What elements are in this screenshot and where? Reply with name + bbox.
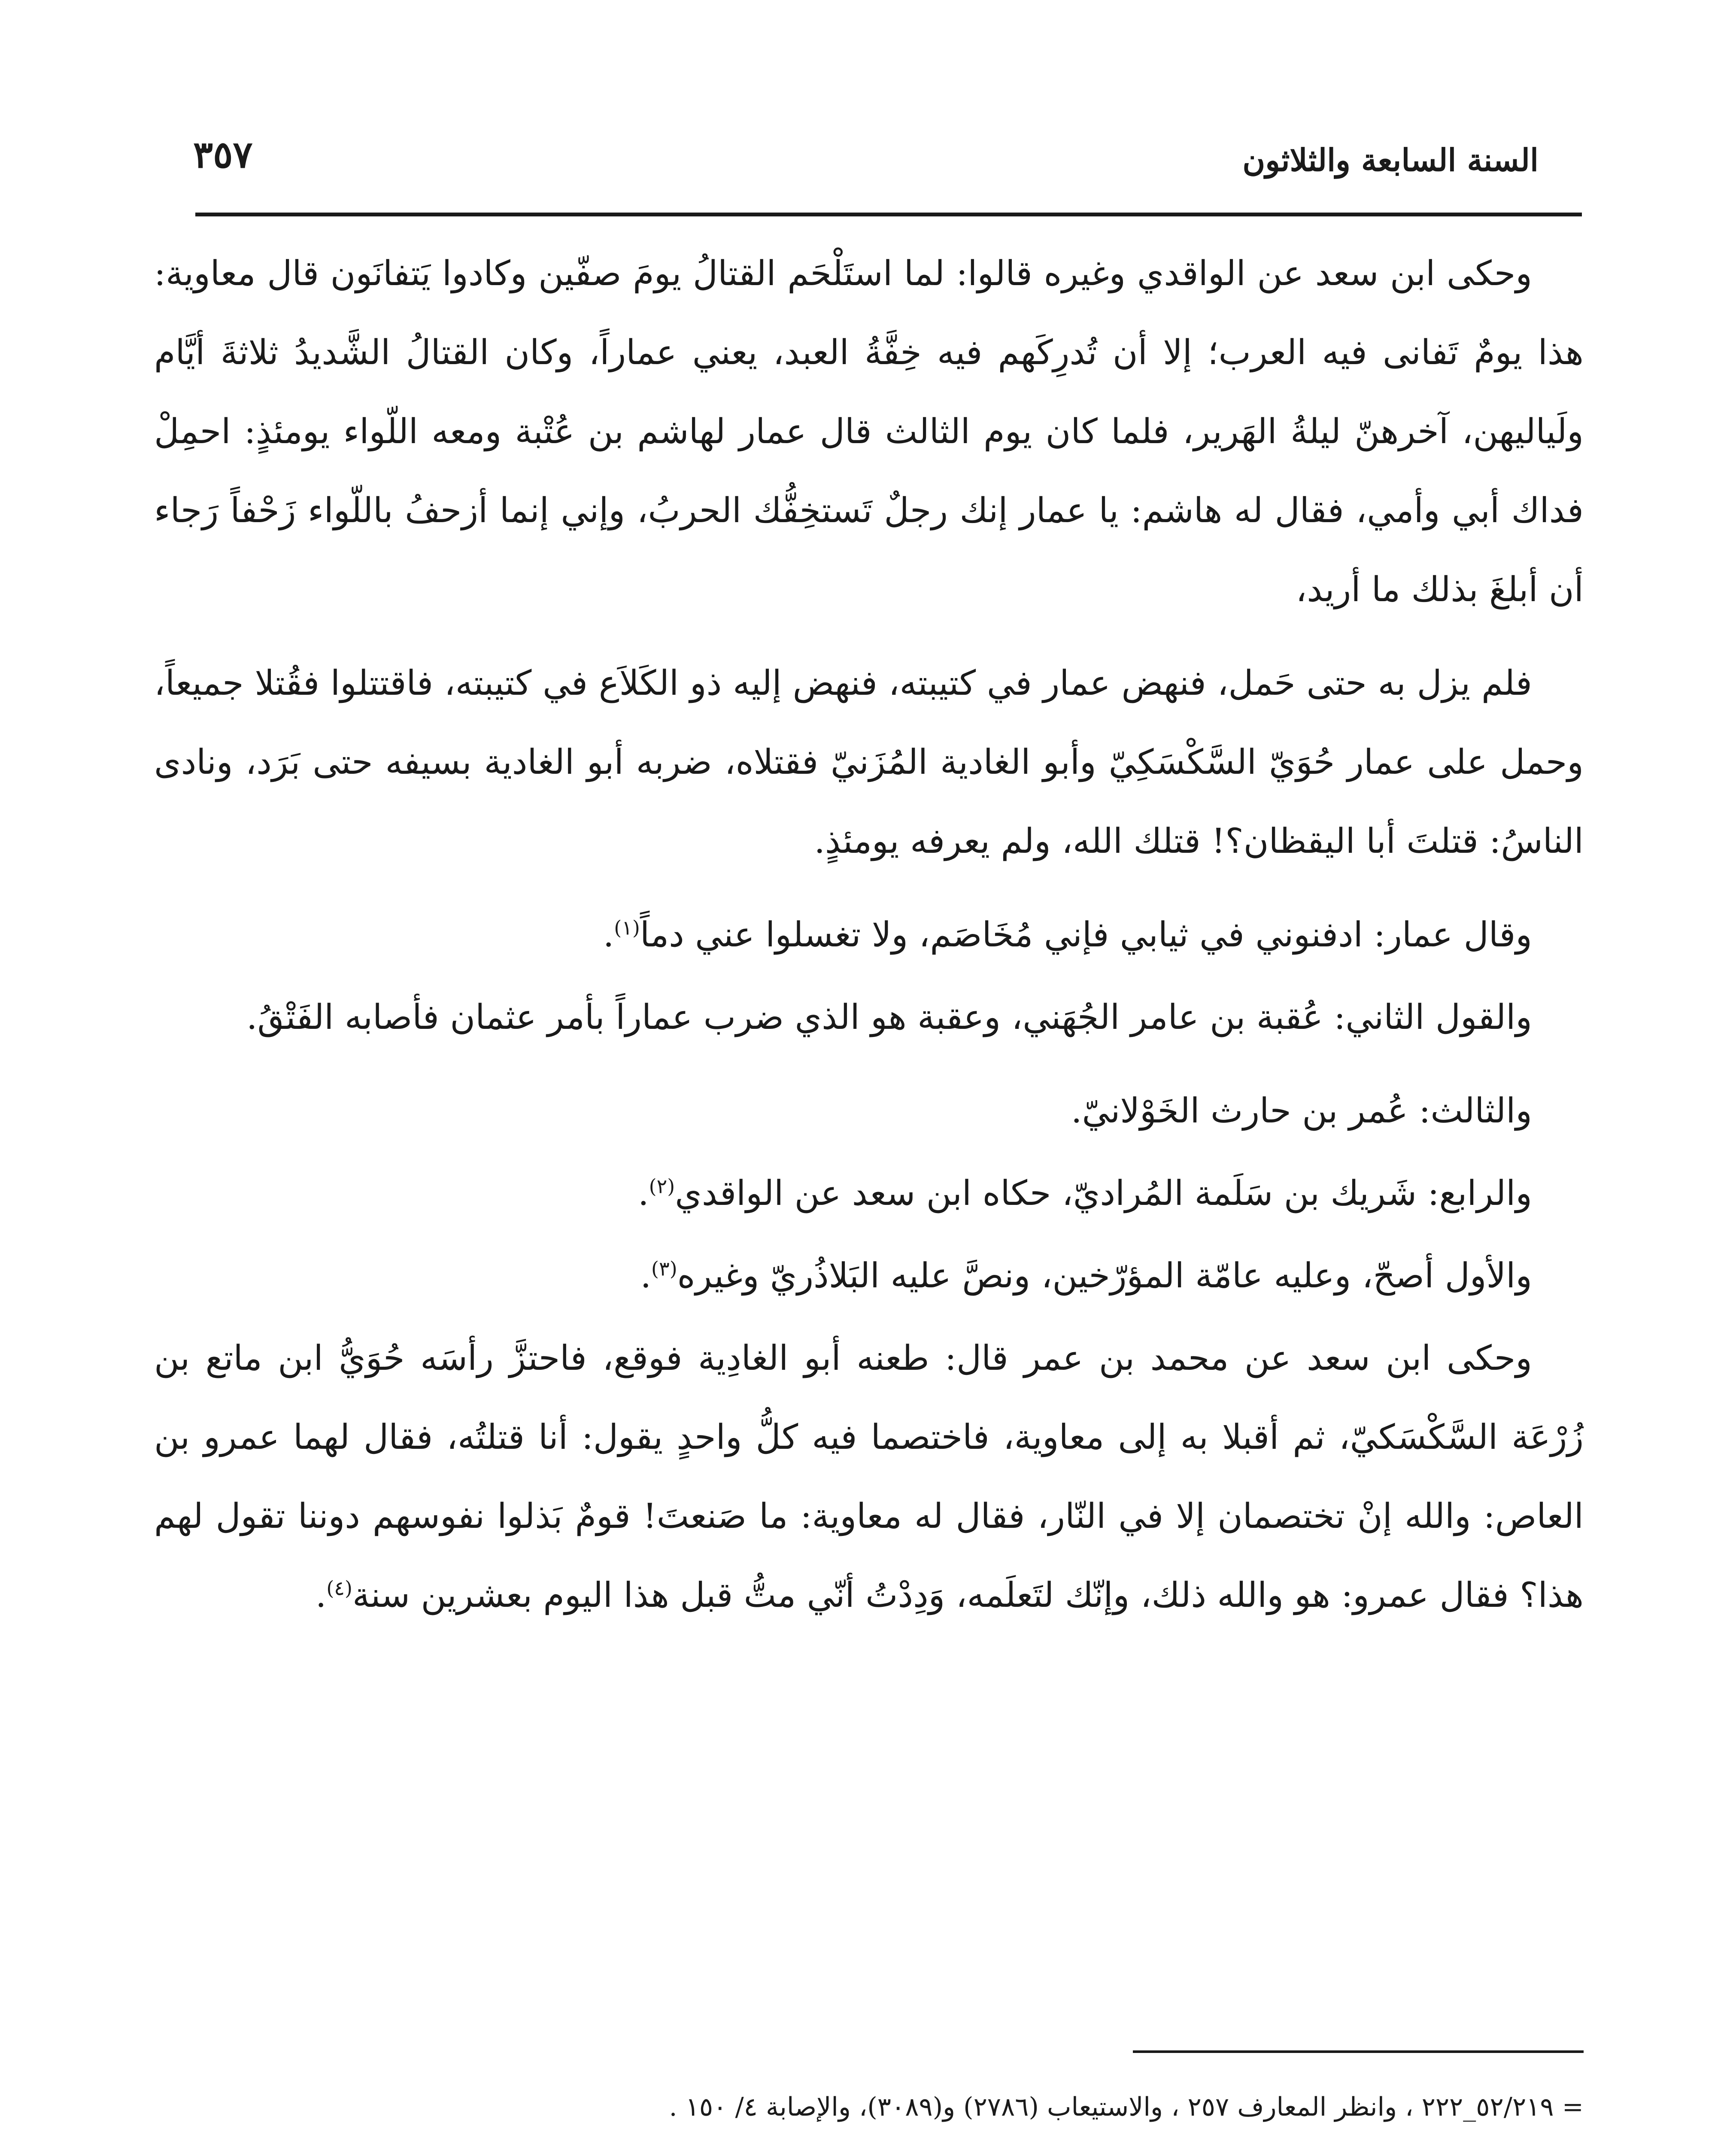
body-text xyxy=(154,234,1584,1649)
footnote-ref-2: (٢) xyxy=(649,1174,675,1198)
footnote-1 xyxy=(154,2138,1584,2147)
footnote-ref-1: (١) xyxy=(614,916,640,940)
footnote-ref-4: (٤) xyxy=(326,1576,352,1600)
paragraph-5 xyxy=(154,1071,1584,1150)
paragraph-2-text: فلم يزل به حتى حَمل، فنهض عمار في كتيبته، فنهض إليه ذو الكَلاَع في كتيبته، فاقتتلوا فقُتلا جميعاً، وحمل على عمار حُوَيّ السَّكْسَكِيّ وأبو الغادية المُزَنيّ فقتلاه، ضربه أبو الغادية بسيفه حتى بَرَد، ونادى الناسُ: قتلتَ أبا اليقظان؟! قتلك الله، ولم يعرفه يومئذٍ. xyxy=(154,663,1584,861)
sentence-end: . xyxy=(315,1575,327,1615)
paragraph-5-text: والثالث: عُمر بن حارث الخَوْلانيّ. xyxy=(1071,1091,1532,1131)
footnote-ref-3: (٣) xyxy=(651,1257,677,1280)
sentence-end: . xyxy=(603,915,614,955)
page-number: ٣٥٧ xyxy=(193,133,253,176)
paragraph-4 xyxy=(154,978,1584,1057)
paragraph-3 xyxy=(154,895,1584,974)
paragraph-6-text: والرابع: شَريك بن سَلَمة المُراديّ، حكاه ابن سعد عن الواقدي xyxy=(675,1173,1532,1213)
sentence-end: . xyxy=(640,1256,652,1295)
footnote-continuation: = ٥٢/٢١٩_٢٢٢ ، وانظر المعارف ٢٥٧ ، والاستيعاب (٢٧٨٦) و(٣٠٨٩)، والإصابة ٤/ ١٥٠ . xyxy=(669,2092,1584,2122)
paragraph-1 xyxy=(154,234,1584,629)
running-head: السنة السابعة والثلاثون xyxy=(1242,142,1539,178)
sentence-end: . xyxy=(638,1173,649,1213)
paragraph-7 xyxy=(154,1236,1584,1315)
paragraph-2 xyxy=(154,644,1584,881)
paragraph-4-text: والقول الثاني: عُقبة بن عامر الجُهَني، وعقبة هو الذي ضرب عماراً بأمر عثمان فأصابه الفَتْقُ. xyxy=(246,997,1532,1037)
paragraph-1-text: وحكى ابن سعد عن الواقدي وغيره قالوا: لما استَلْحَم القتالُ يومَ صفّين وكادوا يَتفانَون قال معاوية: هذا يومٌ تَفانى فيه العرب؛ إلا أن تُدرِكَهم فيه خِفَّةُ العبد، يعني عماراً، وكان القتالُ الشَّديدُ ثلاثةَ أيَّام ولَياليهن، آخرهنّ ليلةُ الهَرير، فلما كان يوم الثالث قال عمار لهاشم بن عُتْبة ومعه اللّواء يومئذٍ: احمِلْ فداك أبي وأمي، فقال له هاشم: يا عمار إنك رجلٌ تَستخِفُّك الحربُ، وإني إنما أزحفُ باللّواء زَحْفاً رَجاء أن أبلغَ بذلك ما أريد، xyxy=(154,253,1584,609)
paragraph-8-text: وحكى ابن سعد عن محمد بن عمر قال: طعنه أبو الغادِية فوقع، فاحتزَّ رأسَه حُوَيُّ ابن ماتع بن زُرْعَة السَّكْسَكيّ، ثم أقبلا به إلى معاوية، فاختصما فيه كلُّ واحدٍ يقول: أنا قتلتُه، فقال لهما عمرو بن العاص: والله إنْ تختصمان إلا في النّار، فقال له معاوية: ما صَنعتَ! قومٌ بَذلوا نفوسهم دوننا تقول لهم هذا؟ فقال عمرو: هو والله ذلك، وإنّك لتَعلَمه، وَدِدْتُ أنّي متُّ قبل هذا اليوم بعشرين سنة xyxy=(154,1338,1584,1615)
paragraph-3-text: وقال عمار: ادفنوني في ثيابي فإني مُخَاصَم، ولا تغسلوا عني دماً xyxy=(640,915,1532,955)
paragraph-8 xyxy=(154,1319,1584,1635)
paragraph-7-text: والأول أصحّ، وعليه عامّة المؤرّخين، ونصَّ عليه البَلاذُريّ وغيره xyxy=(677,1256,1532,1295)
footnote-rule xyxy=(1133,2050,1584,2053)
paragraph-6 xyxy=(154,1154,1584,1233)
header-rule xyxy=(195,213,1582,216)
footnotes xyxy=(154,2076,1584,2147)
